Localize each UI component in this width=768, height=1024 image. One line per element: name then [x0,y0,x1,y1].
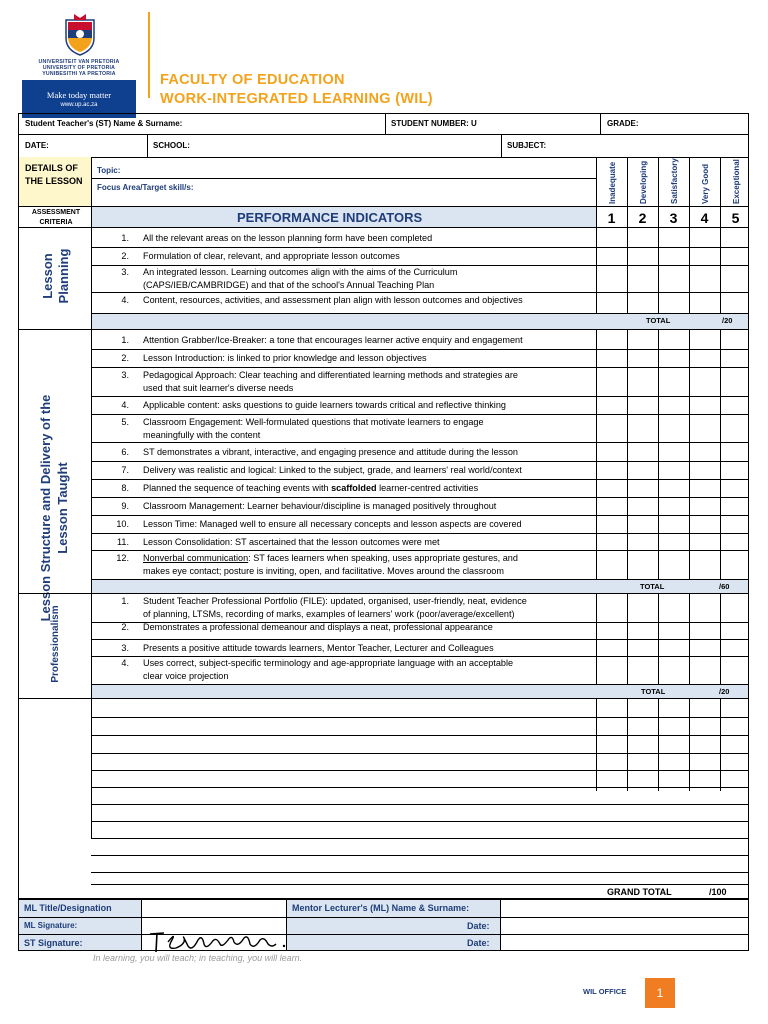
details-label: DETAILS OF THE LESSON [25,163,83,186]
focus-area-label: Focus Area/Target skill/s: [97,183,194,192]
ml-title-label: ML Title/Designation [24,903,112,913]
crest-icon [60,12,100,56]
criterion-text: An integrated lesson. Learning outcomes align with the aims of the Curriculum [143,267,458,277]
assessment-form [18,113,749,899]
criterion-text: ST demonstrates a vibrant, interactive, and engaging presence and attitude during the lesson [143,447,518,457]
criterion-number: 3. [121,370,129,380]
grand-total-label: GRAND TOTAL [607,887,672,897]
criterion-number: 11. [117,537,129,547]
criterion-number: 12. [116,553,129,563]
criterion-text: Content, resources, activities, and assessment plan align with lesson outcomes and objectives [143,295,523,305]
student-number-label: STUDENT NUMBER: U [391,119,477,128]
topic-label: Topic: [97,166,121,175]
rating-label-satisfactory: Satisfactory [670,158,679,204]
rating-number: 4 [700,210,709,226]
grade-label: GRADE: [607,119,639,128]
criterion-text-continued: meaningfully with the content [143,430,261,440]
student-name-label: Student Teacher's (ST) Name & Surname: [25,119,183,128]
university-logo [22,8,136,108]
rating-label-inadequate: Inadequate [608,161,617,204]
criterion-text-continued: makes eye contact; posture is inviting, open, and facilitative. Moves around the classroom [143,566,504,576]
criterion-number: 3. [121,267,129,277]
criterion-number: 4. [121,658,129,668]
criterion-text: Pedagogical Approach: Clear teaching and differentiated learning methods and strategies are [143,370,518,380]
criterion-text: Applicable content: asks questions to guide learners towards critical and reflective thinking [143,400,506,410]
total-label: TOTAL [640,582,665,591]
criterion-number: 1. [121,233,129,243]
page-number: 1 [645,978,675,1008]
total-value: /60 [719,582,730,591]
logo-tagline: Make today matter [46,90,112,100]
criterion-text: Student Teacher Professional Portfolio (FILE): updated, organised, user-friendly, neat, evidence [143,596,527,606]
wil-office-label: WIL OFFICE [583,987,627,996]
criterion-text [143,482,478,495]
criterion-text: Attention Grabber/Ice-Breaker: a tone that encourages learner active enquiry and engagement [143,335,523,345]
criterion-number: 10. [116,519,129,529]
motto-text: In learning, you will teach; in teaching, you will learn. [93,953,303,963]
criterion-text-continued: (CAPS/IEB/CAMBRIDGE) and that of the school's Annual Teaching Plan [143,280,435,290]
date-label: DATE: [25,141,49,150]
logo-text-afrikaans: UNIVERSITEIT VAN PRETORIA [38,59,120,65]
criterion-text: Lesson Consolidation: ST ascertained that the lesson outcomes were met [143,537,440,547]
criterion-text: Uses correct, subject-specific terminology and age-appropriate language with an acceptable [143,658,514,668]
st-signature-label: ST Signature: [24,938,83,948]
criterion-text-part: learner-centred activities [376,483,479,493]
criterion-number: 2. [121,353,129,363]
section-title-lesson-planning: Lesson Planning [40,248,71,304]
section-title-lesson-delivery: Lesson Structure and Delivery of the Lesson Taught [38,394,70,622]
assessment-criteria-label: ASSESSMENT CRITERIA [31,209,81,226]
total-value: /20 [722,316,733,325]
ml-date-label: Date: [467,921,490,931]
section-title-professionalism: Professionalism [50,605,61,683]
criterion-text [143,552,518,565]
rating-number: 2 [638,210,647,226]
criterion-number: 9. [121,501,129,511]
criterion-text-continued: clear voice projection [143,671,229,681]
faculty-title: FACULTY OF EDUCATION [160,72,345,88]
total-value: /20 [719,687,730,696]
school-label: SCHOOL: [153,141,190,150]
criterion-text: Classroom Management: Learner behaviour/discipline is managed positively throughout [143,501,497,511]
performance-indicators-title: PERFORMANCE INDICATORS [237,210,423,225]
criterion-text: Formulation of clear, relevant, and appropriate lesson outcomes [143,251,400,261]
ml-name-label: Mentor Lecturer's (ML) Name & Surname: [292,903,470,913]
logo-text-english: UNIVERSITY OF PRETORIA [42,65,116,71]
criterion-number: 5. [121,417,129,427]
criterion-number: 4. [121,295,129,305]
st-signature-image [146,926,296,956]
subject-label: SUBJECT: [507,141,547,150]
criterion-text: All the relevant areas on the lesson planning form have been completed [143,233,433,243]
criterion-text: Demonstrates a professional demeanour and displays a neat, professional appearance [143,622,493,632]
programme-title: WORK-INTEGRATED LEARNING (WIL) [160,91,433,107]
criterion-text: Lesson Time: Managed well to ensure all necessary concepts and lesson aspects are covered [143,519,522,529]
rating-label-exceptional: Exceptional [732,159,741,204]
rating-label-developing: Developing [639,160,648,204]
logo-url: www.up.ac.za [60,102,98,108]
criterion-text-part: : ST faces learners when speaking, uses appropriate gestures, and [248,553,518,563]
rating-number: 1 [607,210,616,226]
ml-signature-label: ML Signature: [24,921,78,930]
header-divider [148,12,150,98]
criterion-number: 4. [121,400,129,410]
criterion-number: 2. [121,622,129,632]
criterion-number: 2. [121,251,129,261]
criterion-number: 6. [121,447,129,457]
total-label: TOTAL [646,316,671,325]
rating-label-very-good: Very Good [701,163,710,204]
criterion-text: Classroom Engagement: Well-formulated questions that motivate learners to engage [143,417,484,427]
rating-number: 3 [669,210,678,226]
criterion-text-continued: of planning, LTSMs, recording of marks, examples of learners' work (poor/average/excellent) [143,609,515,619]
criterion-number: 1. [121,335,129,345]
criterion-text: Delivery was realistic and logical: Linked to the subject, grade, and learners' real world/context [143,465,522,475]
criterion-text-bold: scaffolded [331,483,377,493]
logo-text-sepedi: YUNIBESITHI YA PRETORIA [42,71,116,77]
criterion-text-continued: used that suit learner's diverse needs [143,383,294,393]
st-date-label: Date: [467,938,490,948]
total-label: TOTAL [641,687,666,696]
criterion-text: Lesson Introduction: is linked to prior knowledge and lesson objectives [143,353,427,363]
criterion-number: 1. [121,596,129,606]
criterion-number: 7. [121,465,129,475]
criterion-text: Presents a positive attitude towards learners, Mentor Teacher, Lecturer and Colleagues [143,643,494,653]
criterion-number: 8. [121,483,129,493]
criterion-text-underlined: Nonverbal communication [143,553,249,563]
criterion-number: 3. [121,643,129,653]
grand-total-value: /100 [709,887,727,897]
criterion-text-part: Planned the sequence of teaching events with [143,483,332,493]
rating-number: 5 [731,210,740,226]
